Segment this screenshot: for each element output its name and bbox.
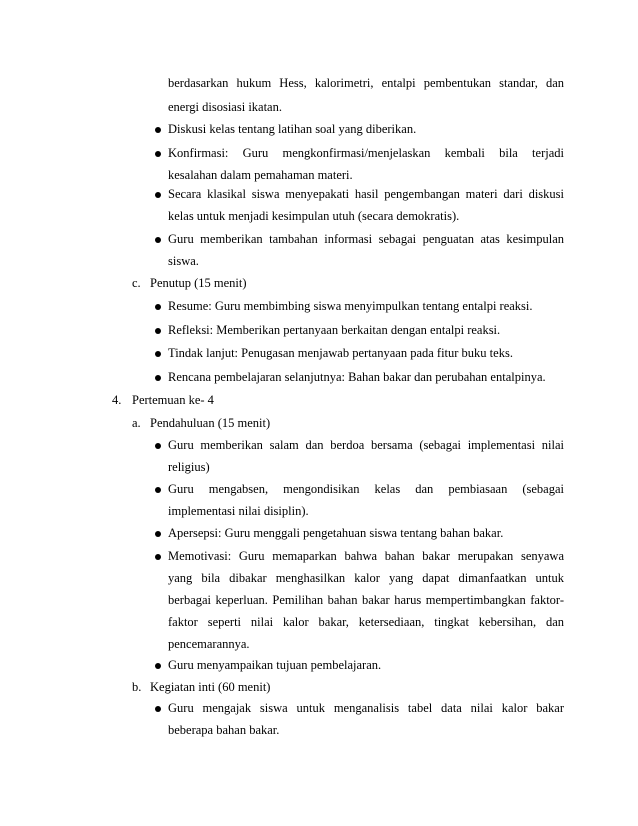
bullet-text: beberapa bahan bakar.: [168, 723, 280, 737]
section-heading: Pendahuluan (15 menit): [150, 416, 271, 430]
bullet-text: Guru memberikan salam dan berdoa bersama (sebagai implementasi nilai: [168, 438, 564, 452]
bullet-icon: [155, 487, 161, 493]
bullet-icon: [155, 328, 161, 334]
bullet-icon: [155, 127, 161, 133]
bullet-icon: [155, 554, 161, 560]
bullet-text: Guru mengajak siswa untuk menganalisis tabel data nilai kalor bakar: [168, 701, 564, 715]
bullet-text: Resume: Guru membimbing siswa menyimpulkan tentang entalpi reaksi.: [168, 299, 533, 313]
section-heading: Kegiatan inti (60 menit): [150, 680, 271, 694]
section-marker: b.: [132, 680, 142, 694]
bullet-text: religius): [168, 460, 210, 474]
bullet-text: Memotivasi: Guru memaparkan bahwa bahan bakar merupakan senyawa: [168, 549, 564, 563]
bullet-text: Guru mengabsen, mengondisikan kelas dan pembiasaan (sebagai: [168, 482, 564, 496]
paragraph-line: berdasarkan hukum Hess, kalorimetri, entalpi pembentukan standar, dan: [168, 76, 564, 90]
bullet-text: Refleksi: Memberikan pertanyaan berkaitan dengan entalpi reaksi.: [168, 323, 501, 337]
bullet-text: implementasi nilai disiplin).: [168, 504, 309, 518]
bullet-text: kesalahan dalam pemahaman materi.: [168, 168, 353, 182]
bullet-text: Konfirmasi: Guru mengkonfirmasi/menjelaskan kembali bila terjadi: [168, 146, 564, 160]
bullet-text: Guru memberikan tambahan informasi sebagai penguatan atas kesimpulan: [168, 232, 564, 246]
bullet-text: Secara klasikal siswa menyepakati hasil pengembangan materi dari diskusi: [168, 187, 564, 201]
bullet-icon: [155, 192, 161, 198]
bullet-text: kelas untuk menjadi kesimpulan utuh (secara demokratis).: [168, 209, 460, 223]
section-marker: 4.: [112, 393, 122, 407]
bullet-text: yang bila dibakar menghasilkan kalor yang dapat dimanfaatkan untuk: [168, 571, 564, 585]
bullet-text: Rencana pembelajaran selanjutnya: Bahan bakar dan perubahan entalpinya.: [168, 370, 546, 384]
bullet-text: berbagai keperluan. Pemilihan bahan bakar harus mempertimbangkan faktor-: [168, 593, 564, 607]
bullet-icon: [155, 443, 161, 449]
bullet-text: Guru menyampaikan tujuan pembelajaran.: [168, 658, 382, 672]
bullet-text: faktor seperti nilai kalor bakar, ketersediaan, tingkat kebersihan, dan: [168, 615, 564, 629]
bullet-icon: [155, 531, 161, 537]
bullet-icon: [155, 663, 161, 669]
bullet-text: Tindak lanjut: Penugasan menjawab pertanyaan pada fitur buku teks.: [168, 346, 513, 360]
bullet-text: siswa.: [168, 254, 199, 268]
bullet-icon: [155, 375, 161, 381]
section-marker: a.: [132, 416, 141, 430]
bullet-icon: [155, 304, 161, 310]
bullet-text: Diskusi kelas tentang latihan soal yang diberikan.: [168, 122, 417, 136]
bullet-icon: [155, 351, 161, 357]
bullet-icon: [155, 706, 161, 712]
bullet-icon: [155, 237, 161, 243]
bullet-icon: [155, 151, 161, 157]
section-heading: Penutup (15 menit): [150, 276, 247, 290]
bullet-text: Apersepsi: Guru menggali pengetahuan siswa tentang bahan bakar.: [168, 526, 504, 540]
section-marker: c.: [132, 276, 141, 290]
bullet-text: pencemarannya.: [168, 637, 250, 651]
section-heading: Pertemuan ke- 4: [132, 393, 214, 407]
paragraph-line: energi disosiasi ikatan.: [168, 100, 282, 114]
